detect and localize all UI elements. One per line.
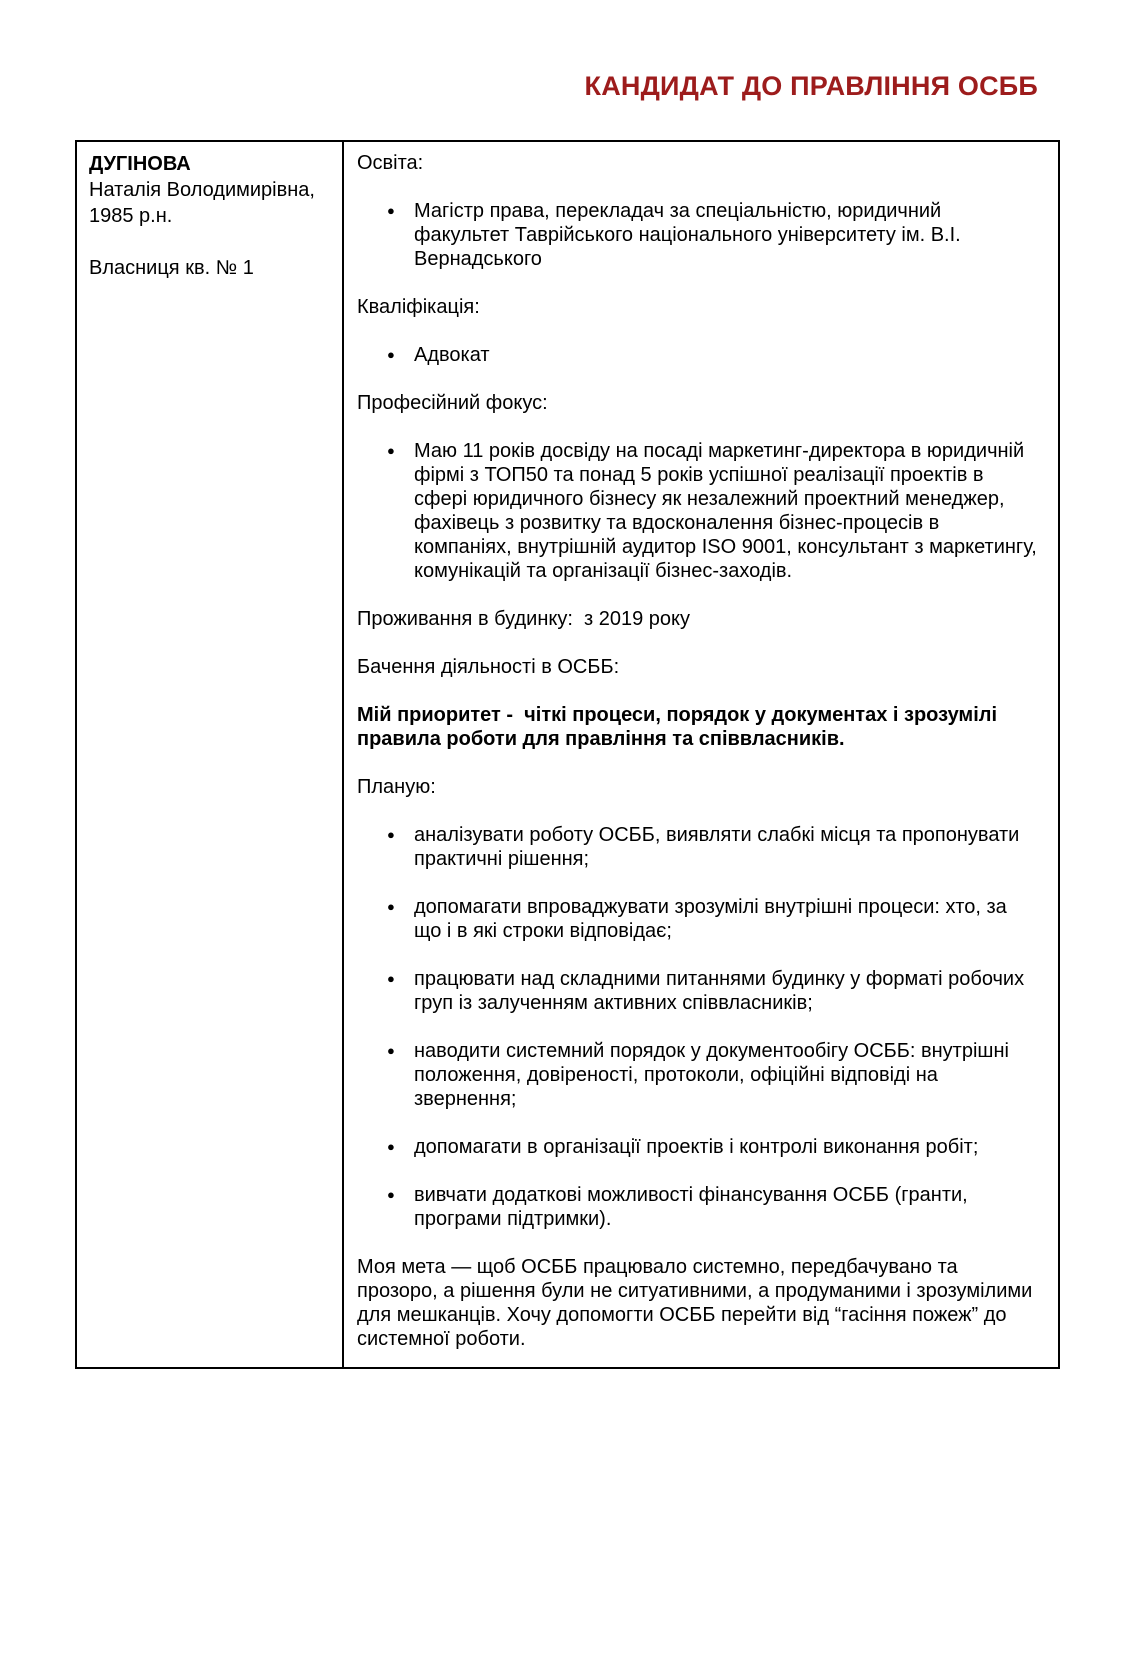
goal-statement: Моя мета — щоб ОСББ працювало системно, передбачувано та прозоро, а рішення були не ситуативними, а продуманими і зрозумілими для мешканців. Хочу допомогти ОСББ перейти від “гасіння пожеж” до системної роботи. [357, 1256, 1038, 1350]
page-title: КАНДИДАТ ДО ПРАВЛІННЯ ОСББ [584, 71, 1038, 101]
candidate-name: Наталія Володимирівна, [89, 179, 315, 201]
residence-line: Проживання в будинку: з 2019 року [357, 608, 691, 630]
candidate-surname: ДУГІНОВА [89, 153, 191, 175]
education-list [357, 199, 1038, 271]
priority-statement: Мій приоритет - чіткі процеси, порядок у документах і зрозумілі правила роботи для правління та співвласників. [357, 704, 1003, 750]
plan-item: ● допомагати впроваджувати зрозумілі внутрішні процеси: хто, за що і в які строки відповідає; [414, 895, 1038, 943]
vision-label: Бачення діяльності в ОСББ: [357, 656, 620, 678]
education-label: Освіта: [357, 152, 424, 174]
candidate-info-cell [77, 142, 344, 1367]
plan-item: ● аналізувати роботу ОСББ, виявляти слабкі місця та пропонувати практичні рішення; [414, 823, 1038, 871]
plan-item: ● наводити системний порядок у документообігу ОСББ: внутрішні положення, довіреності, протоколи, офіційні відповіді на звернення; [414, 1039, 1038, 1111]
blank-line [89, 229, 332, 255]
candidate-ownership: Власниця кв. № 1 [89, 257, 254, 279]
qualification-item: ● Адвокат [414, 343, 1038, 367]
plan-label: Планую: [357, 776, 436, 798]
candidate-birth-year: 1985 р.н. [89, 205, 173, 227]
plan-item: ● працювати над складними питаннями будинку у форматі робочих груп із залученням активних співвласників; [414, 967, 1038, 1015]
education-item: ● Магістр права, перекладач за спеціальністю, юридичний факультет Таврійського національного університету ім. В.І. Вернадського [414, 199, 1038, 271]
qualification-list [357, 343, 1038, 367]
plan-list [357, 823, 1038, 1231]
qualification-label: Кваліфікація: [357, 296, 480, 318]
focus-list [357, 439, 1043, 583]
focus-label: Професійний фокус: [357, 392, 548, 414]
candidate-table [75, 140, 1060, 1369]
candidate-details-cell [344, 142, 1058, 1367]
plan-item: ● вивчати додаткові можливості фінансування ОСББ (гранти, програми підтримки). [414, 1183, 1038, 1231]
plan-item: ● допомагати в організації проектів і контролі виконання робіт; [414, 1135, 1038, 1159]
focus-item: ● Маю 11 років досвіду на посаді маркетинг-директора в юридичній фірмі з ТОП50 та понад 5 років успішної реалізації проектів в сфері юридичного бізнесу як незалежний проектний менеджер, фахівець з розвитку та вдосконалення бізнес-процесів в компаніях, внутрішній аудитор ISO 9001, консультант з маркетингу, комунікацій та організації бізнес-заходів. [414, 439, 1038, 583]
